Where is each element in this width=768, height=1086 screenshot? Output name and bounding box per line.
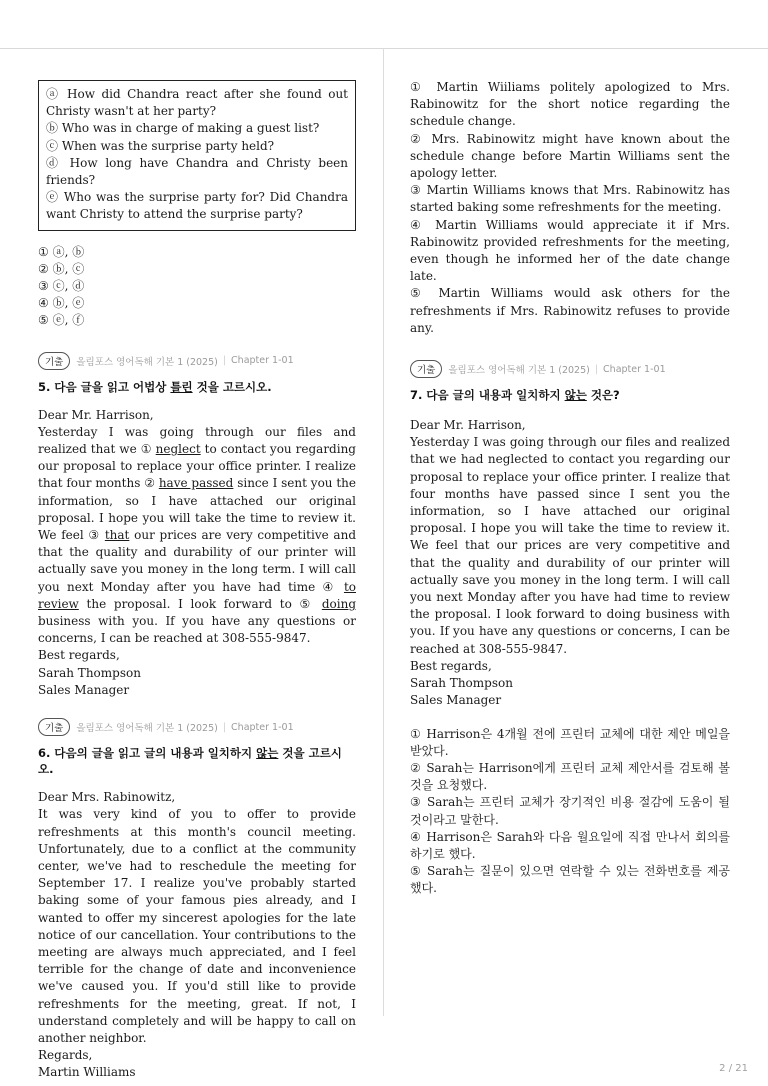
source-label: 올림포스 영어독해 기본 1 (2025) [448,365,590,377]
source-label: 올림포스 영어독해 기본 1 (2025) [76,356,218,368]
exam-badge: 기출 [410,360,442,378]
box-item: ⓐ How did Chandra react after she found out Christy wasn't at her party? [46,87,348,119]
option[interactable]: ② ⓑ, ⓒ [38,261,85,276]
q6-statements [410,79,730,337]
option[interactable]: ① ⓐ, ⓑ [38,244,85,259]
page-number: 2 / 21 [719,1063,748,1074]
right-column [410,58,730,898]
letter-body: It was very kind of you to offer to provide refreshments at this month's council meeting. Unfortunately, due to a conflict at the community center, we've had to reschedule the meeting for September 17. I realize you've probably started baking some of your famous pies already, and I wanted to offer my sincerest apologies for the late notice of our cancellation. Your contributions to the meeting are always much appreciated, and I feel terrible for the change of date and inconvenience we've caused you. If you'd still like to provide refreshments for the meeting, great. If not, I understand completely and will be happy to call on another neighbor. [38,807,356,1045]
box-item: ⓒ When was the surprise party held? [46,138,275,153]
salutation: Dear Mr. Harrison, [410,418,526,433]
option[interactable]: ⑤ ⓔ, ⓕ [38,313,85,328]
statement[interactable]: ② Mrs. Rabinowitz might have known about the schedule change before Martin Williams sent the apology letter. [410,131,730,181]
signer-role: Sales Manager [38,682,130,697]
q6-title: 6. 다음의 글을 읽고 글의 내용과 일치하지 않는 것을 고르시오. [38,746,342,777]
box-item: ⓓ How long have Chandra and Christy been friends? [46,155,348,188]
left-column [38,58,356,1082]
source-label: 올림포스 영어독해 기본 1 (2025) [76,723,218,735]
chapter-label: Chapter 1-01 [603,363,666,375]
letter-body: Yesterday I was going through our files and realized that we had neglected to contact you regarding our proposal to replace your office printer. I realize that four months have passed since I sent you the information, so I have attached our original proposal. I hope you will take the time to review it. We feel that our prices are very competitive and that the quality and durability of our printer will actually save you money in the long term. I will call you next Monday after you have had time to review the proposal. I look forward to doing business with you. If you have any questions or concerns, I can be reached at 308-555-9847. [410,435,730,656]
underlined-choice: that [104,528,130,543]
source-separator: | [222,721,227,733]
q7-source-line [410,359,730,379]
question-box [38,80,356,231]
closing: Regards, [38,1048,93,1063]
salutation: Dear Mr. Harrison, [38,407,154,422]
q6-letter [38,789,356,1081]
source-separator: | [222,355,227,367]
salutation: Dear Mrs. Rabinowitz, [38,790,176,805]
exam-badge: 기출 [38,718,70,736]
statement[interactable]: ③ Martin Williams knows that Mrs. Rabinowitz has started baking some refreshments for the meeting. [410,183,730,215]
q7-title: 7. 다음 글의 내용과 일치하지 않는 것은? [410,388,620,403]
column-divider [383,48,384,1016]
q5-source-line [38,351,356,371]
option[interactable]: ④ ⓑ, ⓔ [38,296,85,311]
box-item: ⓑ Who was in charge of making a guest list? [46,121,320,136]
statement[interactable]: ① Martin Wiiliams politely apologized to Mrs. Rabinowitz for the short notice regarding the schedule change. [410,80,730,129]
chapter-label: Chapter 1-01 [231,355,294,367]
exam-badge: 기출 [38,352,70,370]
closing: Best regards, [38,648,120,663]
underlined-choice: have passed [158,476,234,491]
chapter-label: Chapter 1-01 [231,721,294,733]
signer-role: Sales Manager [410,693,502,708]
underlined-choice: doing [321,596,356,611]
signer-name: Sarah Thompson [38,665,141,680]
box-item: ⓔ Who was the surprise party for? Did Chandra want Christy to attend the surprise party? [46,190,348,222]
statement[interactable]: ② Sarah는 Harrison에게 프린터 교체 제안서를 검토해 볼 것을 요청했다. [410,760,730,793]
underlined-choice: to review [38,579,356,611]
signer-name: Sarah Thompson [410,676,513,691]
q7-letter [410,417,730,709]
q5-title: 5. 다음 글을 읽고 어법상 틀린 것을 고르시오. [38,379,272,394]
answer-options [38,244,356,330]
statement[interactable]: ④ Martin Williams would appreciate it if Mrs. Rabinowitz provided refreshments for the meeting, even though he informed her of the date change late. [410,217,730,284]
option[interactable]: ③ ⓒ, ⓓ [38,279,85,294]
statement[interactable]: ⑤ Martin Williams would ask others for the refreshments if Mrs. Rabinowitz refuses to provide any. [410,286,730,335]
q5-letter [38,407,356,699]
statement[interactable]: ⑤ Sarah는 질문이 있으면 연락할 수 있는 전화번호를 제공했다. [410,864,730,896]
q6-source-line [38,717,356,737]
statement[interactable]: ③ Sarah는 프린터 교체가 장기적인 비용 절감에 도움이 될 것이라고 말한다. [410,795,730,827]
header-rule [0,48,768,49]
letter-body: Yesterday I was going through our files and realized that we ① neglect to contact you regarding our proposal to replace your office printer. I realize that four months ② have passed since I sent you the information, so I have attached our original proposal. I hope you will take the time to review it. We feel ③ that our prices are very competitive and that the quality and durability of our printer will actually save you money in the long term. I will call you next Monday after you have had time ④ to review the proposal. I look forward to ⑤ doing business with you. If you have any questions or concerns, I can be reached at 308-555-9847. [38,424,357,646]
source-separator: | [594,363,599,375]
q7-statements [410,726,730,898]
underlined-choice: neglect [155,442,201,457]
statement[interactable]: ① Harrison은 4개월 전에 프린터 교체에 대한 제안 메일을 받았다. [410,726,730,758]
closing: Best regards, [410,658,492,673]
signer-name: Martin Williams [38,1065,136,1080]
statement[interactable]: ④ Harrison은 Sarah와 다음 월요일에 직접 만나서 회의를 하기로 했다. [410,829,730,861]
